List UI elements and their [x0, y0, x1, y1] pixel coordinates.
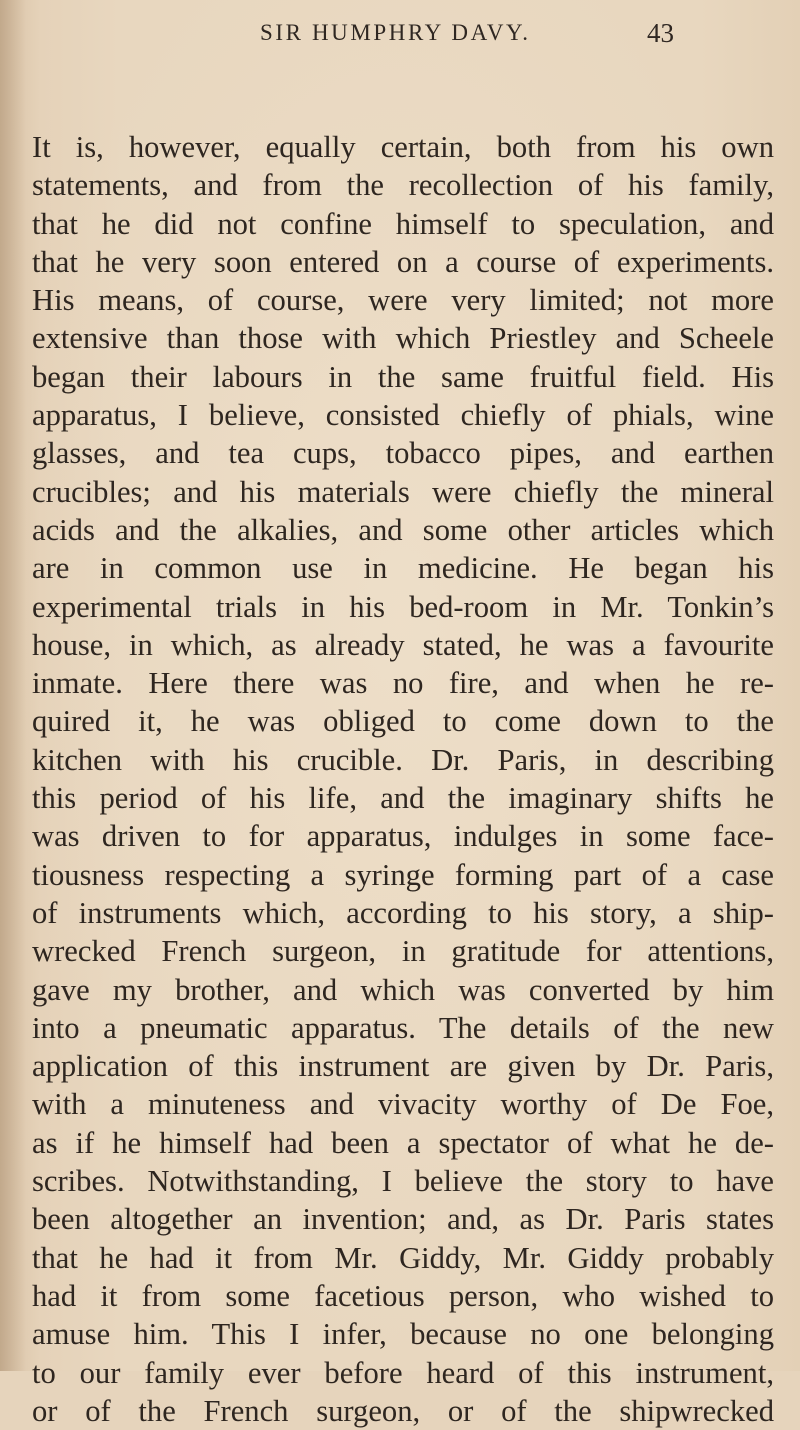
page-gutter-shadow: [0, 0, 26, 1371]
text-line: experimental trials in his bed-room in Mr. Tonkin’s: [32, 589, 774, 624]
text-line: kitchen with his crucible. Dr. Paris, in describing: [32, 742, 774, 777]
text-line: gave my brother, and which was converted by him: [32, 972, 774, 1007]
page-number: 43: [647, 18, 674, 48]
text-line: glasses, and tea cups, tobacco pipes, and earthen: [32, 436, 774, 471]
page-header: [260, 20, 680, 60]
text-line: began their labours in the same fruitful field. His: [32, 359, 774, 394]
text-line: tiousness respecting a syringe forming part of a case: [32, 857, 774, 892]
text-line: application of this instrument are given by Dr. Paris,: [32, 1049, 774, 1084]
text-line: house, in which, as already stated, he was a favourite: [32, 627, 774, 662]
running-head: SIR HUMPHRY DAVY.: [260, 20, 531, 45]
text-line: into a pneumatic apparatus. The details of the new: [32, 1010, 774, 1045]
text-line: this period of his life, and the imaginary shifts he: [32, 781, 774, 816]
text-line: are in common use in medicine. He began his: [32, 551, 774, 586]
text-line: His means, of course, were very limited; not more: [32, 283, 774, 318]
body-text: [32, 128, 774, 1430]
text-line: It is, however, equally certain, both from his own: [32, 130, 774, 164]
text-line: as if he himself had been a spectator of what he de-: [32, 1125, 774, 1160]
text-line: inmate. Here there was no fire, and when he re-: [32, 666, 774, 701]
text-line: statements, and from the recollection of his family,: [32, 168, 774, 203]
text-line: was driven to for apparatus, indulges in some face-: [32, 819, 774, 854]
text-line: apparatus, I believe, consisted chiefly of phials, wine: [32, 398, 774, 433]
text-line: that he very soon entered on a course of experiments.: [32, 244, 774, 279]
text-line: had it from some facetious person, who wished to: [32, 1278, 774, 1313]
text-line: wrecked French surgeon, in gratitude for attentions,: [32, 934, 774, 969]
text-line: to our family ever before heard of this instrument,: [32, 1355, 774, 1390]
text-line: been altogether an invention; and, as Dr. Paris states: [32, 1202, 774, 1237]
text-line: acids and the alkalies, and some other articles which: [32, 512, 774, 547]
text-line: with a minuteness and vivacity worthy of De Foe,: [32, 1087, 774, 1122]
text-line: amuse him. This I infer, because no one belonging: [32, 1317, 774, 1352]
text-line: that he had it from Mr. Giddy, Mr. Giddy probably: [32, 1240, 774, 1275]
text-line: of instruments which, according to his story, a ship-: [32, 895, 774, 930]
text-line: or of the French surgeon, or of the shipwrecked: [32, 1393, 774, 1428]
text-line: extensive than those with which Priestley and Scheele: [32, 321, 774, 356]
text-line: that he did not confine himself to speculation, and: [32, 206, 774, 241]
text-line: crucibles; and his materials were chiefly the mineral: [32, 474, 774, 509]
text-line: quired it, he was obliged to come down to the: [32, 704, 774, 739]
text-line: scribes. Notwithstanding, I believe the story to have: [32, 1164, 774, 1199]
